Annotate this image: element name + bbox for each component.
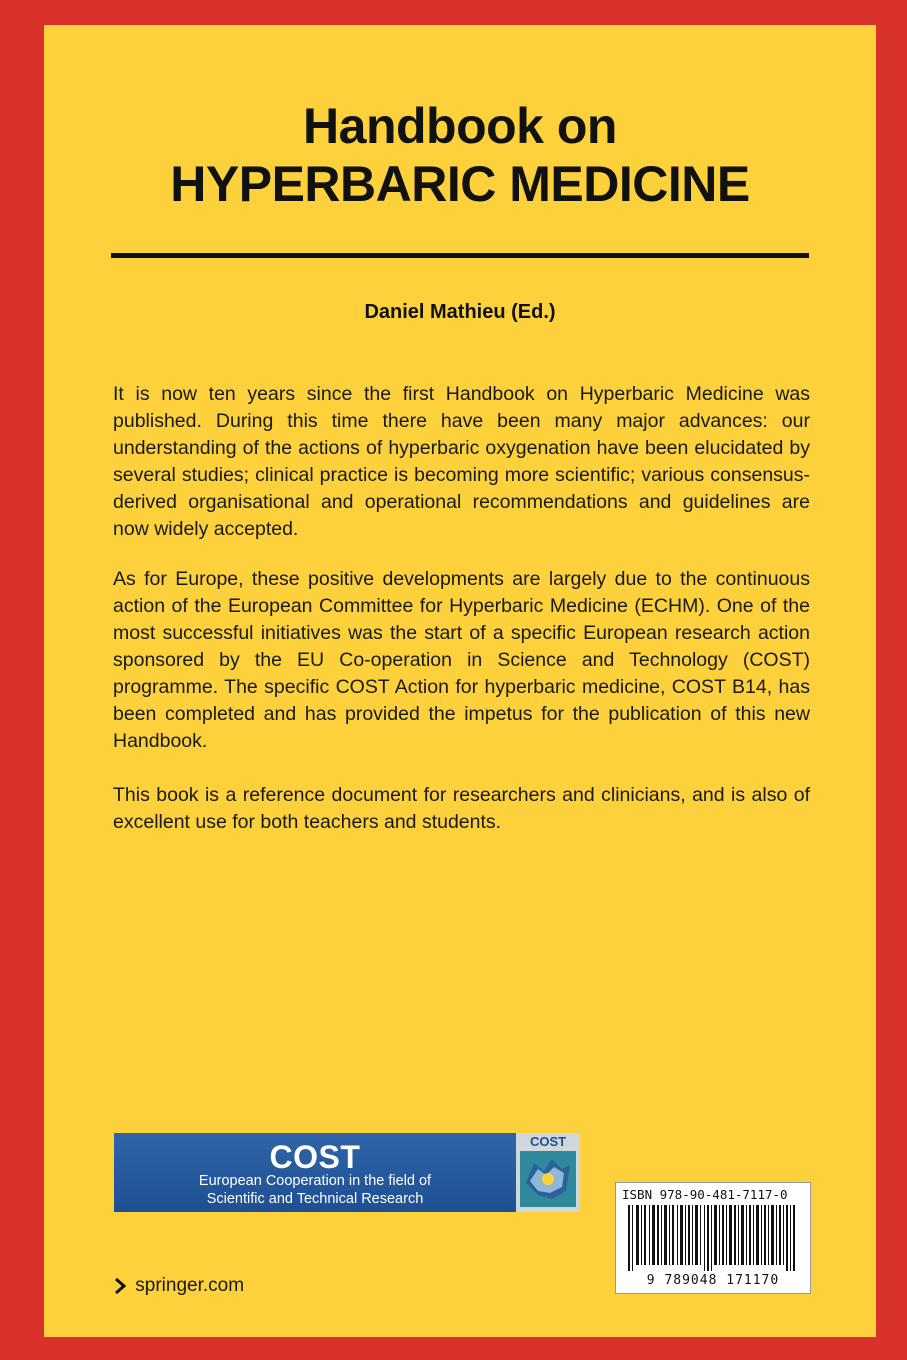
isbn-label: ISBN 978-90-481-7117-0	[622, 1187, 788, 1202]
blurb-paragraph-3: This book is a reference document for researchers and clinicians, and is also of excellent use for both teachers and students.	[113, 784, 810, 833]
cost-logo-label: COST	[529, 1134, 567, 1149]
cost-banner-title: COST	[269, 1139, 361, 1175]
title-divider	[111, 253, 809, 258]
title-line-1: Handbook on	[303, 98, 617, 154]
publisher-link[interactable]	[114, 1275, 244, 1297]
barcode-bars	[628, 1205, 798, 1271]
title-line-2: HYPERBARIC MEDICINE	[170, 156, 750, 212]
cost-banner	[114, 1133, 516, 1212]
cost-banner-line-1: European Cooperation in the field of	[198, 1173, 432, 1189]
editor-name: Daniel Mathieu (Ed.)	[364, 301, 556, 323]
cost-logo	[516, 1133, 580, 1212]
chevron-right-icon	[114, 1277, 126, 1295]
blurb-paragraph-1: It is now ten years since the first Handbook on Hyperbaric Medicine was published. During this time there have been many major advances: our understanding of the actions of hyperbaric oxygenation have been elucidated by several studies; clinical practice is becoming more scientific; various consensus-derived organisational and operational recommendations and guidelines are now widely accepted.	[113, 383, 810, 540]
back-cover	[44, 25, 876, 1337]
cost-banner-line-2: Scientific and Technical Research	[206, 1191, 424, 1207]
isbn-barcode	[615, 1182, 811, 1294]
publisher-url: springer.com	[135, 1275, 245, 1296]
blurb-paragraph-2: As for Europe, these positive developments are largely due to the continuous action of the European Committee for Hyperbaric Medicine (ECHM). One of the most successful initiatives was the start of a specific European research action sponsored by the EU Co-operation in Science and Technology (COST) programme. The specific COST Action for hyperbaric medicine, COST B14, has been completed and has provided the impetus for the publication of this new Handbook.	[113, 568, 810, 752]
barcode-digits: 9 789048 171170	[646, 1273, 780, 1288]
